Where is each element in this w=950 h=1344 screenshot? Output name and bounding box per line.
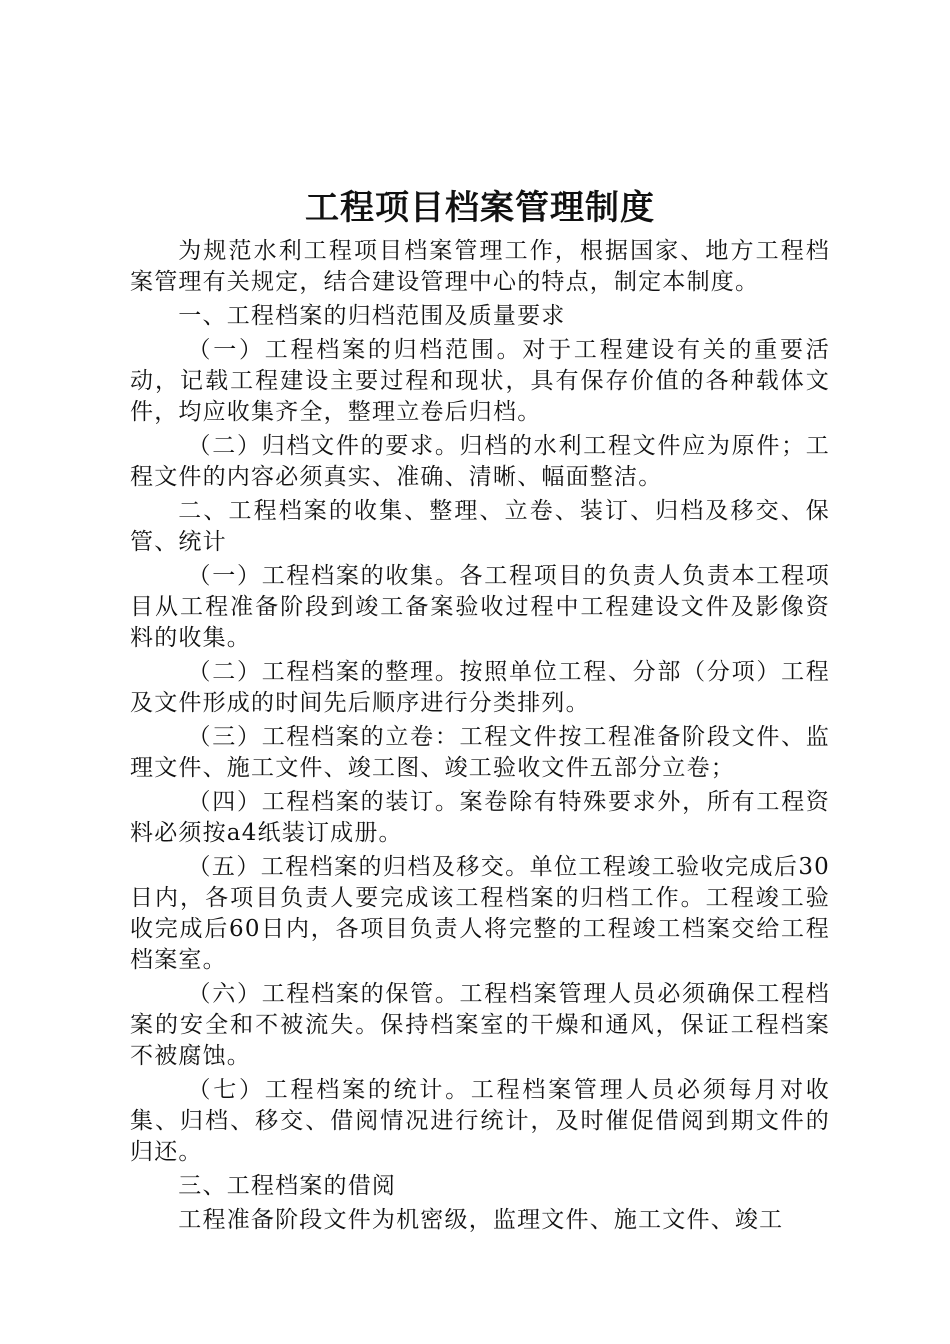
paragraph-2-7: （七）工程档案的统计。工程档案管理人员必须每月对收集、归档、移交、借阅情况进行统计，及时催促借阅到期文件的归还。	[130, 1077, 830, 1165]
section-heading-1: 一、工程档案的归档范围及质量要求	[178, 303, 566, 329]
paragraph-1-1: （一）工程档案的归档范围。对于工程建设有关的重要活动，记载工程建设主要过程和现状，具有保存价值的各种载体文件，均应收集齐全，整理立卷后归档。	[130, 337, 830, 425]
paragraph-2-4: （四）工程档案的装订。案卷除有特殊要求外，所有工程资料必须按a4纸装订成册。	[130, 789, 830, 846]
paragraph-2-2: （二）工程档案的整理。按照单位工程、分部（分项）工程及文件形成的时间先后顺序进行分类排列。	[130, 659, 830, 716]
document-body	[130, 236, 830, 1236]
section-heading-2: 二、工程档案的收集、整理、立卷、装订、归档及移交、保管、统计	[130, 498, 830, 555]
paragraph-2-5: （五）工程档案的归档及移交。单位工程竣工验收完成后30日内，各项目负责人要完成该工程档案的归档工作。工程竣工验收完成后60日内，各项目负责人将完整的工程竣工档案交给工程档案室。	[130, 854, 830, 973]
document-page	[130, 180, 830, 1239]
paragraph-intro: 为规范水利工程项目档案管理工作，根据国家、地方工程档案管理有关规定，结合建设管理中心的特点，制定本制度。	[130, 238, 830, 295]
paragraph-2-3: （三）工程档案的立卷：工程文件按工程准备阶段文件、监理文件、施工文件、竣工图、竣工验收文件五部分立卷；	[130, 724, 830, 781]
paragraph-3-1: 工程准备阶段文件为机密级，监理文件、施工文件、竣工	[178, 1207, 784, 1233]
document-title: 工程项目档案管理制度	[305, 188, 655, 228]
paragraph-2-1: （一）工程档案的收集。各工程项目的负责人负责本工程项目从工程准备阶段到竣工备案验收过程中工程建设文件及影像资料的收集。	[130, 563, 830, 651]
paragraph-1-2: （二）归档文件的要求。归档的水利工程文件应为原件；工程文件的内容必须真实、准确、清晰、幅面整洁。	[130, 433, 830, 490]
section-heading-3: 三、工程档案的借阅	[178, 1173, 397, 1199]
paragraph-2-6: （六）工程档案的保管。工程档案管理人员必须确保工程档案的安全和不被流失。保持档案室的干燥和通风，保证工程档案不被腐蚀。	[130, 981, 830, 1069]
